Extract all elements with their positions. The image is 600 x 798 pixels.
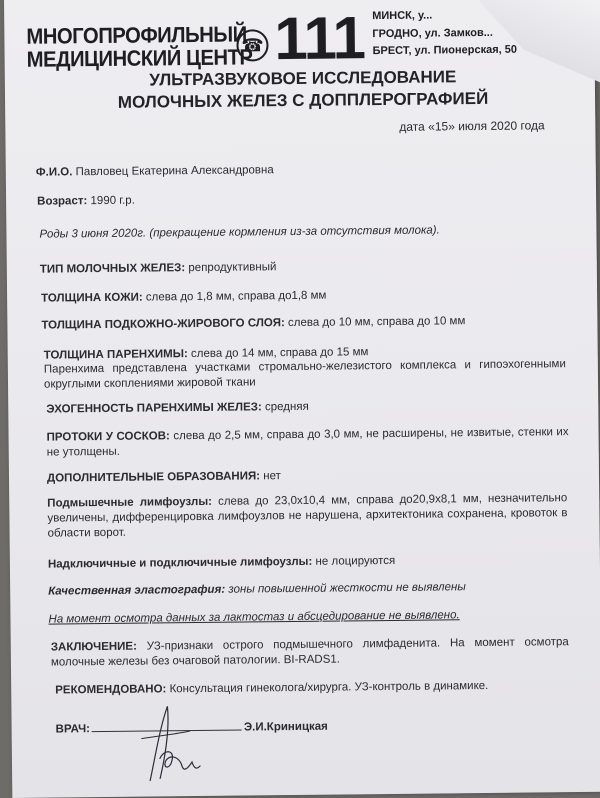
skin-row [41, 289, 326, 307]
conclusion-label: ЗАКЛЮЧЕНИЕ: [50, 640, 137, 654]
ducts-label: ПРОТОКИ У СОСКОВ: [46, 430, 170, 444]
clavicular-lymph-row [48, 554, 395, 573]
parenchyma-description: Паренхима представлена участками стромально-железистого комплекса и гипоэхогенными округлыми скоплениями жировой ткани [43, 358, 566, 391]
additional-formations-label: ДОПОЛНИТЕЛЬНЫЕ ОБРАЗОВАНИЯ: [46, 470, 261, 485]
phone-number: 111 [274, 4, 366, 73]
axillary-lymph-label: Подмышечные лимфоузлы: [47, 495, 213, 510]
logo-line-2: МЕДИЦИНСКИЙ ЦЕНТР [26, 44, 253, 72]
recommendation-row [55, 679, 488, 699]
recommendation-label: РЕКОМЕНДОВАНО: [55, 683, 167, 697]
recommendation-text: Консультация гинеколога/хирурга. УЗ-контроль в динамике. [169, 679, 489, 696]
clavicular-lymph-label: Надключичные и подключичные лимфоузлы: [47, 555, 313, 571]
skin-label: ТОЛЩИНА КОЖИ: [41, 291, 143, 305]
elastography-value: зоны повышенной жесткости не выявлены [228, 581, 466, 596]
gland-type-value: репродуктивный [188, 261, 277, 275]
birth-note: Роды 3 июня 2020г. (прекращение кормления из-за отсутствия молока). [39, 224, 440, 241]
subcutaneous-label: ТОЛЩИНА ПОДКОЖНО-ЖИРОВОГО СЛОЯ: [41, 317, 285, 332]
logo-line-1: МНОГОПРОФИЛЬНЫЙ [26, 21, 247, 49]
elastography-label: Качественная эластография: [48, 583, 226, 598]
axillary-lymph-row [47, 491, 567, 541]
parenchyma-label: ТОЛЩИНА ПАРЕНХИМЫ: [43, 348, 188, 362]
phone-icon: ☎ [236, 29, 268, 61]
elastography-row [48, 580, 466, 599]
handwritten-signature [119, 698, 210, 789]
ducts-row [47, 425, 569, 460]
additional-formations-row [47, 469, 281, 486]
patient-name: Павловец Екатерина Александровна [75, 164, 274, 179]
echogenicity-label: ЭХОГЕННОСТЬ ПАРЕНХИМЫ ЖЕЛЕЗ: [46, 401, 262, 416]
patient-name-row [36, 163, 274, 180]
doctor-name: Э.И.Криницкая [243, 720, 328, 734]
additional-formations-value: нет [263, 470, 281, 483]
report-title-line-2: МОЛОЧНЫХ ЖЕЛЕЗ С ДОППЛЕРОГРАФИЕЙ [117, 88, 489, 112]
patient-age: 1990 г.р. [90, 194, 135, 208]
patient-age-row [37, 194, 135, 210]
report-sheet [4, 0, 600, 798]
doctor-label: ВРАЧ: [55, 723, 91, 736]
address-minsk: МИНСК, у... [372, 9, 433, 23]
echogenicity-value: средняя [264, 400, 309, 414]
conclusion-row [51, 635, 569, 670]
report-title-line-1: УЛЬТРАЗВУКОВОЕ ИССЛЕДОВАНИЕ [149, 67, 457, 90]
report-date: дата «15» июля 2020 года [399, 118, 545, 134]
patient-name-label: Ф.И.О. [35, 166, 73, 179]
subcutaneous-value: слева до 10 мм, справа до 10 мм [287, 315, 466, 330]
address-brest: БРЕСТ, ул. Пионерская, 50 [372, 43, 518, 58]
address-grodno: ГРОДНО, ул. Замков... [372, 26, 493, 41]
signature-stroke [142, 731, 190, 739]
patient-age-label: Возраст: [37, 195, 88, 208]
axillary-lymph-value: слева до 23,0x10,4 мм, справа до20,9x8,1 мм, незначительно увеличены, дифференцировка лимфоузлов не нарушена, архитектоника сохранена, кровоток в области ворот. [47, 492, 568, 540]
gland-type-row [40, 260, 277, 277]
conclusion-text: УЗ-признаки острого подмышечного лимфаденита. На момент осмотра молочные железы без очаговой патологии. BI-RADS1. [50, 636, 569, 669]
skin-value: слева до 1,8 мм, справа до1,8 мм [145, 289, 327, 304]
gland-type-label: ТИП МОЛОЧНЫХ ЖЕЛЕЗ: [39, 262, 186, 276]
lactostasis-note: На момент осмотра данных за лактостаз и абсцедирование не выявлено. [48, 609, 460, 626]
parenchyma-value: слева до 14 мм, справа до 15 мм [190, 346, 369, 361]
signature-stroke [149, 706, 200, 781]
subcutaneous-row [41, 314, 465, 333]
clavicular-lymph-value: не лоцируются [315, 554, 396, 568]
echogenicity-row [46, 400, 309, 418]
ducts-value: слева до 2,5 мм, справа до 3,0 мм, не расширены, не извитые, стенки их не утолщены. [46, 426, 569, 459]
